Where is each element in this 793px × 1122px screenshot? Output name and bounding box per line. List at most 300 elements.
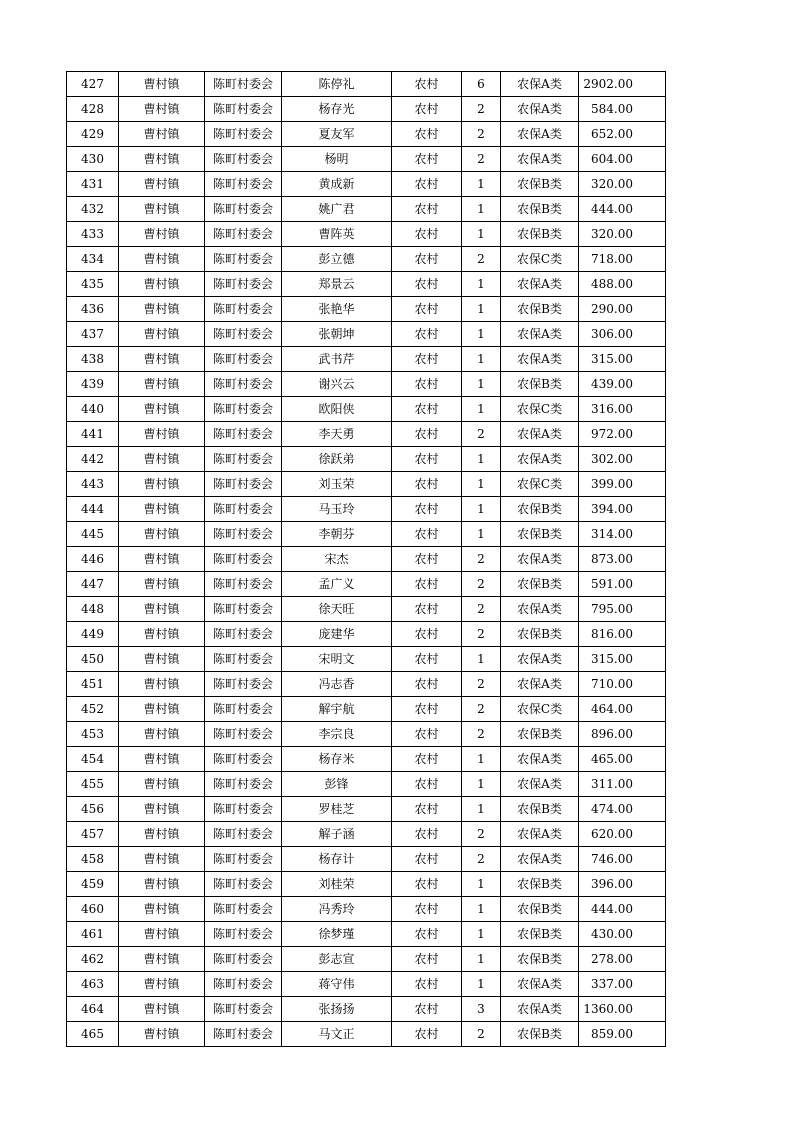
cell-member-count: 1 bbox=[462, 872, 501, 897]
cell-row-number: 458 bbox=[67, 847, 119, 872]
cell-amount: 652.00 bbox=[579, 122, 666, 147]
table-row bbox=[67, 997, 666, 1022]
cell-insurance-category: 农保B类 bbox=[501, 222, 579, 247]
cell-row-number: 439 bbox=[67, 372, 119, 397]
cell-town: 曹村镇 bbox=[119, 172, 205, 197]
cell-row-number: 438 bbox=[67, 347, 119, 372]
cell-amount: 439.00 bbox=[579, 372, 666, 397]
cell-town: 曹村镇 bbox=[119, 122, 205, 147]
table-row bbox=[67, 872, 666, 897]
cell-member-count: 2 bbox=[462, 822, 501, 847]
cell-amount: 316.00 bbox=[579, 397, 666, 422]
table-row bbox=[67, 597, 666, 622]
cell-village-committee: 陈町村委会 bbox=[205, 172, 282, 197]
cell-household-type: 农村 bbox=[392, 947, 462, 972]
cell-village-committee: 陈町村委会 bbox=[205, 772, 282, 797]
cell-row-number: 464 bbox=[67, 997, 119, 1022]
cell-household-type: 农村 bbox=[392, 522, 462, 547]
cell-insurance-category: 农保B类 bbox=[501, 197, 579, 222]
cell-insurance-category: 农保B类 bbox=[501, 722, 579, 747]
cell-amount: 746.00 bbox=[579, 847, 666, 872]
cell-member-count: 1 bbox=[462, 447, 501, 472]
cell-town: 曹村镇 bbox=[119, 722, 205, 747]
cell-person-name: 马玉玲 bbox=[282, 497, 392, 522]
cell-row-number: 463 bbox=[67, 972, 119, 997]
cell-village-committee: 陈町村委会 bbox=[205, 497, 282, 522]
cell-insurance-category: 农保A类 bbox=[501, 72, 579, 97]
cell-member-count: 3 bbox=[462, 997, 501, 1022]
table-row bbox=[67, 647, 666, 672]
cell-insurance-category: 农保A类 bbox=[501, 972, 579, 997]
cell-person-name: 宋杰 bbox=[282, 547, 392, 572]
cell-amount: 399.00 bbox=[579, 472, 666, 497]
table-row bbox=[67, 1022, 666, 1047]
table-row bbox=[67, 147, 666, 172]
cell-village-committee: 陈町村委会 bbox=[205, 1022, 282, 1047]
cell-town: 曹村镇 bbox=[119, 522, 205, 547]
cell-member-count: 1 bbox=[462, 172, 501, 197]
cell-insurance-category: 农保B类 bbox=[501, 1022, 579, 1047]
cell-town: 曹村镇 bbox=[119, 272, 205, 297]
cell-village-committee: 陈町村委会 bbox=[205, 822, 282, 847]
table-row bbox=[67, 472, 666, 497]
cell-amount: 710.00 bbox=[579, 672, 666, 697]
cell-household-type: 农村 bbox=[392, 697, 462, 722]
cell-person-name: 彭立德 bbox=[282, 247, 392, 272]
cell-village-committee: 陈町村委会 bbox=[205, 572, 282, 597]
cell-member-count: 1 bbox=[462, 397, 501, 422]
cell-village-committee: 陈町村委会 bbox=[205, 872, 282, 897]
cell-town: 曹村镇 bbox=[119, 972, 205, 997]
cell-person-name: 夏友军 bbox=[282, 122, 392, 147]
cell-member-count: 1 bbox=[462, 922, 501, 947]
cell-household-type: 农村 bbox=[392, 1022, 462, 1047]
cell-amount: 290.00 bbox=[579, 297, 666, 322]
cell-village-committee: 陈町村委会 bbox=[205, 622, 282, 647]
cell-row-number: 440 bbox=[67, 397, 119, 422]
cell-row-number: 457 bbox=[67, 822, 119, 847]
cell-amount: 896.00 bbox=[579, 722, 666, 747]
table-row bbox=[67, 797, 666, 822]
cell-member-count: 1 bbox=[462, 272, 501, 297]
table-row bbox=[67, 72, 666, 97]
table-row bbox=[67, 722, 666, 747]
table-row bbox=[67, 272, 666, 297]
cell-person-name: 张朝坤 bbox=[282, 322, 392, 347]
cell-insurance-category: 农保B类 bbox=[501, 622, 579, 647]
cell-person-name: 李宗良 bbox=[282, 722, 392, 747]
cell-member-count: 2 bbox=[462, 622, 501, 647]
cell-town: 曹村镇 bbox=[119, 847, 205, 872]
cell-amount: 972.00 bbox=[579, 422, 666, 447]
cell-household-type: 农村 bbox=[392, 997, 462, 1022]
cell-amount: 320.00 bbox=[579, 172, 666, 197]
cell-village-committee: 陈町村委会 bbox=[205, 597, 282, 622]
cell-town: 曹村镇 bbox=[119, 397, 205, 422]
cell-household-type: 农村 bbox=[392, 647, 462, 672]
table-row bbox=[67, 247, 666, 272]
cell-member-count: 1 bbox=[462, 947, 501, 972]
cell-amount: 620.00 bbox=[579, 822, 666, 847]
cell-row-number: 434 bbox=[67, 247, 119, 272]
cell-household-type: 农村 bbox=[392, 372, 462, 397]
cell-insurance-category: 农保B类 bbox=[501, 297, 579, 322]
table-row bbox=[67, 447, 666, 472]
cell-household-type: 农村 bbox=[392, 547, 462, 572]
cell-insurance-category: 农保C类 bbox=[501, 697, 579, 722]
cell-row-number: 451 bbox=[67, 672, 119, 697]
cell-village-committee: 陈町村委会 bbox=[205, 847, 282, 872]
cell-insurance-category: 农保A类 bbox=[501, 847, 579, 872]
cell-row-number: 452 bbox=[67, 697, 119, 722]
cell-member-count: 1 bbox=[462, 372, 501, 397]
cell-insurance-category: 农保C类 bbox=[501, 397, 579, 422]
cell-amount: 311.00 bbox=[579, 772, 666, 797]
cell-insurance-category: 农保B类 bbox=[501, 572, 579, 597]
table-row bbox=[67, 922, 666, 947]
cell-person-name: 刘桂荣 bbox=[282, 872, 392, 897]
cell-insurance-category: 农保A类 bbox=[501, 422, 579, 447]
cell-row-number: 447 bbox=[67, 572, 119, 597]
table-row bbox=[67, 322, 666, 347]
cell-insurance-category: 农保A类 bbox=[501, 672, 579, 697]
cell-village-committee: 陈町村委会 bbox=[205, 647, 282, 672]
cell-village-committee: 陈町村委会 bbox=[205, 997, 282, 1022]
cell-member-count: 2 bbox=[462, 247, 501, 272]
cell-town: 曹村镇 bbox=[119, 922, 205, 947]
cell-household-type: 农村 bbox=[392, 222, 462, 247]
cell-member-count: 2 bbox=[462, 122, 501, 147]
cell-village-committee: 陈町村委会 bbox=[205, 922, 282, 947]
cell-household-type: 农村 bbox=[392, 597, 462, 622]
cell-town: 曹村镇 bbox=[119, 1022, 205, 1047]
cell-village-committee: 陈町村委会 bbox=[205, 547, 282, 572]
cell-row-number: 445 bbox=[67, 522, 119, 547]
cell-member-count: 2 bbox=[462, 722, 501, 747]
cell-village-committee: 陈町村委会 bbox=[205, 697, 282, 722]
cell-person-name: 孟广义 bbox=[282, 572, 392, 597]
cell-amount: 1360.00 bbox=[579, 997, 666, 1022]
cell-amount: 314.00 bbox=[579, 522, 666, 547]
table-row bbox=[67, 297, 666, 322]
cell-household-type: 农村 bbox=[392, 622, 462, 647]
cell-town: 曹村镇 bbox=[119, 347, 205, 372]
cell-household-type: 农村 bbox=[392, 272, 462, 297]
cell-household-type: 农村 bbox=[392, 872, 462, 897]
cell-town: 曹村镇 bbox=[119, 72, 205, 97]
cell-insurance-category: 农保B类 bbox=[501, 372, 579, 397]
cell-amount: 873.00 bbox=[579, 547, 666, 572]
cell-insurance-category: 农保B类 bbox=[501, 172, 579, 197]
cell-village-committee: 陈町村委会 bbox=[205, 122, 282, 147]
cell-town: 曹村镇 bbox=[119, 697, 205, 722]
cell-amount: 444.00 bbox=[579, 197, 666, 222]
cell-town: 曹村镇 bbox=[119, 622, 205, 647]
cell-member-count: 1 bbox=[462, 297, 501, 322]
cell-person-name: 杨存光 bbox=[282, 97, 392, 122]
cell-row-number: 448 bbox=[67, 597, 119, 622]
cell-row-number: 450 bbox=[67, 647, 119, 672]
cell-household-type: 农村 bbox=[392, 922, 462, 947]
cell-person-name: 姚广君 bbox=[282, 197, 392, 222]
cell-amount: 315.00 bbox=[579, 647, 666, 672]
cell-row-number: 435 bbox=[67, 272, 119, 297]
cell-person-name: 杨存米 bbox=[282, 747, 392, 772]
cell-person-name: 曹阵英 bbox=[282, 222, 392, 247]
cell-town: 曹村镇 bbox=[119, 997, 205, 1022]
table-row bbox=[67, 372, 666, 397]
cell-person-name: 罗桂芝 bbox=[282, 797, 392, 822]
cell-town: 曹村镇 bbox=[119, 297, 205, 322]
cell-row-number: 437 bbox=[67, 322, 119, 347]
table-row bbox=[67, 972, 666, 997]
cell-amount: 320.00 bbox=[579, 222, 666, 247]
cell-member-count: 1 bbox=[462, 797, 501, 822]
cell-household-type: 农村 bbox=[392, 72, 462, 97]
table-row bbox=[67, 97, 666, 122]
cell-town: 曹村镇 bbox=[119, 822, 205, 847]
cell-person-name: 解子涵 bbox=[282, 822, 392, 847]
table-row bbox=[67, 697, 666, 722]
cell-member-count: 2 bbox=[462, 847, 501, 872]
cell-insurance-category: 农保A类 bbox=[501, 547, 579, 572]
cell-town: 曹村镇 bbox=[119, 647, 205, 672]
cell-insurance-category: 农保A类 bbox=[501, 997, 579, 1022]
cell-row-number: 436 bbox=[67, 297, 119, 322]
cell-household-type: 农村 bbox=[392, 722, 462, 747]
cell-insurance-category: 农保A类 bbox=[501, 822, 579, 847]
table-row bbox=[67, 822, 666, 847]
cell-village-committee: 陈町村委会 bbox=[205, 722, 282, 747]
cell-amount: 604.00 bbox=[579, 147, 666, 172]
cell-household-type: 农村 bbox=[392, 172, 462, 197]
cell-row-number: 454 bbox=[67, 747, 119, 772]
table-row bbox=[67, 847, 666, 872]
cell-insurance-category: 农保B类 bbox=[501, 922, 579, 947]
cell-member-count: 1 bbox=[462, 972, 501, 997]
cell-household-type: 农村 bbox=[392, 572, 462, 597]
cell-member-count: 1 bbox=[462, 347, 501, 372]
cell-insurance-category: 农保B类 bbox=[501, 872, 579, 897]
cell-village-committee: 陈町村委会 bbox=[205, 272, 282, 297]
cell-village-committee: 陈町村委会 bbox=[205, 372, 282, 397]
cell-amount: 474.00 bbox=[579, 797, 666, 822]
cell-amount: 591.00 bbox=[579, 572, 666, 597]
cell-amount: 430.00 bbox=[579, 922, 666, 947]
cell-household-type: 农村 bbox=[392, 247, 462, 272]
cell-person-name: 李朝芬 bbox=[282, 522, 392, 547]
cell-village-committee: 陈町村委会 bbox=[205, 947, 282, 972]
cell-household-type: 农村 bbox=[392, 322, 462, 347]
table-row bbox=[67, 347, 666, 372]
cell-household-type: 农村 bbox=[392, 397, 462, 422]
cell-insurance-category: 农保A类 bbox=[501, 447, 579, 472]
cell-insurance-category: 农保B类 bbox=[501, 797, 579, 822]
cell-household-type: 农村 bbox=[392, 97, 462, 122]
cell-town: 曹村镇 bbox=[119, 247, 205, 272]
cell-amount: 488.00 bbox=[579, 272, 666, 297]
cell-row-number: 430 bbox=[67, 147, 119, 172]
cell-row-number: 465 bbox=[67, 1022, 119, 1047]
table-row bbox=[67, 947, 666, 972]
cell-member-count: 2 bbox=[462, 697, 501, 722]
cell-row-number: 427 bbox=[67, 72, 119, 97]
cell-town: 曹村镇 bbox=[119, 547, 205, 572]
cell-member-count: 6 bbox=[462, 72, 501, 97]
cell-town: 曹村镇 bbox=[119, 597, 205, 622]
cell-person-name: 徐梦瑾 bbox=[282, 922, 392, 947]
cell-insurance-category: 农保B类 bbox=[501, 497, 579, 522]
cell-insurance-category: 农保A类 bbox=[501, 272, 579, 297]
cell-town: 曹村镇 bbox=[119, 872, 205, 897]
cell-member-count: 2 bbox=[462, 97, 501, 122]
cell-row-number: 444 bbox=[67, 497, 119, 522]
cell-person-name: 李天勇 bbox=[282, 422, 392, 447]
cell-member-count: 1 bbox=[462, 772, 501, 797]
cell-town: 曹村镇 bbox=[119, 472, 205, 497]
cell-person-name: 张扬扬 bbox=[282, 997, 392, 1022]
cell-amount: 859.00 bbox=[579, 1022, 666, 1047]
cell-person-name: 谢兴云 bbox=[282, 372, 392, 397]
cell-household-type: 农村 bbox=[392, 497, 462, 522]
cell-row-number: 441 bbox=[67, 422, 119, 447]
cell-member-count: 1 bbox=[462, 222, 501, 247]
cell-amount: 464.00 bbox=[579, 697, 666, 722]
cell-household-type: 农村 bbox=[392, 747, 462, 772]
cell-person-name: 张艳华 bbox=[282, 297, 392, 322]
cell-town: 曹村镇 bbox=[119, 797, 205, 822]
cell-person-name: 杨明 bbox=[282, 147, 392, 172]
cell-row-number: 453 bbox=[67, 722, 119, 747]
cell-town: 曹村镇 bbox=[119, 947, 205, 972]
cell-row-number: 432 bbox=[67, 197, 119, 222]
cell-amount: 315.00 bbox=[579, 347, 666, 372]
cell-household-type: 农村 bbox=[392, 297, 462, 322]
cell-town: 曹村镇 bbox=[119, 497, 205, 522]
cell-insurance-category: 农保B类 bbox=[501, 947, 579, 972]
cell-person-name: 徐天旺 bbox=[282, 597, 392, 622]
cell-household-type: 农村 bbox=[392, 672, 462, 697]
cell-town: 曹村镇 bbox=[119, 372, 205, 397]
cell-insurance-category: 农保A类 bbox=[501, 772, 579, 797]
cell-insurance-category: 农保A类 bbox=[501, 322, 579, 347]
cell-household-type: 农村 bbox=[392, 972, 462, 997]
cell-village-committee: 陈町村委会 bbox=[205, 672, 282, 697]
cell-person-name: 宋明文 bbox=[282, 647, 392, 672]
cell-amount: 396.00 bbox=[579, 872, 666, 897]
cell-village-committee: 陈町村委会 bbox=[205, 322, 282, 347]
cell-row-number: 456 bbox=[67, 797, 119, 822]
cell-town: 曹村镇 bbox=[119, 222, 205, 247]
cell-row-number: 433 bbox=[67, 222, 119, 247]
cell-insurance-category: 农保B类 bbox=[501, 897, 579, 922]
table-row bbox=[67, 497, 666, 522]
cell-household-type: 农村 bbox=[392, 147, 462, 172]
cell-person-name: 黄成新 bbox=[282, 172, 392, 197]
cell-household-type: 农村 bbox=[392, 772, 462, 797]
cell-town: 曹村镇 bbox=[119, 897, 205, 922]
cell-household-type: 农村 bbox=[392, 422, 462, 447]
cell-village-committee: 陈町村委会 bbox=[205, 97, 282, 122]
cell-person-name: 冯志香 bbox=[282, 672, 392, 697]
cell-person-name: 马文正 bbox=[282, 1022, 392, 1047]
table-row bbox=[67, 172, 666, 197]
cell-person-name: 陈停礼 bbox=[282, 72, 392, 97]
table-row bbox=[67, 672, 666, 697]
cell-member-count: 1 bbox=[462, 522, 501, 547]
cell-insurance-category: 农保A类 bbox=[501, 647, 579, 672]
cell-village-committee: 陈町村委会 bbox=[205, 197, 282, 222]
cell-village-committee: 陈町村委会 bbox=[205, 422, 282, 447]
cell-village-committee: 陈町村委会 bbox=[205, 222, 282, 247]
cell-insurance-category: 农保A类 bbox=[501, 747, 579, 772]
cell-insurance-category: 农保A类 bbox=[501, 97, 579, 122]
cell-member-count: 1 bbox=[462, 897, 501, 922]
cell-town: 曹村镇 bbox=[119, 197, 205, 222]
cell-village-committee: 陈町村委会 bbox=[205, 297, 282, 322]
cell-person-name: 蒋守伟 bbox=[282, 972, 392, 997]
cell-amount: 278.00 bbox=[579, 947, 666, 972]
cell-member-count: 2 bbox=[462, 597, 501, 622]
cell-member-count: 1 bbox=[462, 747, 501, 772]
cell-insurance-category: 农保A类 bbox=[501, 122, 579, 147]
cell-amount: 444.00 bbox=[579, 897, 666, 922]
cell-amount: 306.00 bbox=[579, 322, 666, 347]
cell-amount: 816.00 bbox=[579, 622, 666, 647]
cell-village-committee: 陈町村委会 bbox=[205, 897, 282, 922]
cell-insurance-category: 农保C类 bbox=[501, 247, 579, 272]
cell-amount: 337.00 bbox=[579, 972, 666, 997]
cell-insurance-category: 农保A类 bbox=[501, 597, 579, 622]
cell-village-committee: 陈町村委会 bbox=[205, 522, 282, 547]
cell-village-committee: 陈町村委会 bbox=[205, 247, 282, 272]
cell-row-number: 442 bbox=[67, 447, 119, 472]
cell-household-type: 农村 bbox=[392, 897, 462, 922]
cell-row-number: 462 bbox=[67, 947, 119, 972]
cell-insurance-category: 农保A类 bbox=[501, 147, 579, 172]
cell-town: 曹村镇 bbox=[119, 147, 205, 172]
cell-town: 曹村镇 bbox=[119, 322, 205, 347]
roster-table bbox=[66, 71, 666, 1047]
cell-member-count: 1 bbox=[462, 647, 501, 672]
cell-insurance-category: 农保B类 bbox=[501, 522, 579, 547]
table-row bbox=[67, 397, 666, 422]
cell-town: 曹村镇 bbox=[119, 97, 205, 122]
cell-member-count: 2 bbox=[462, 572, 501, 597]
cell-amount: 795.00 bbox=[579, 597, 666, 622]
cell-person-name: 郑景云 bbox=[282, 272, 392, 297]
cell-person-name: 武书芹 bbox=[282, 347, 392, 372]
cell-member-count: 1 bbox=[462, 322, 501, 347]
cell-person-name: 刘玉荣 bbox=[282, 472, 392, 497]
cell-row-number: 460 bbox=[67, 897, 119, 922]
cell-member-count: 2 bbox=[462, 672, 501, 697]
cell-amount: 394.00 bbox=[579, 497, 666, 522]
cell-row-number: 455 bbox=[67, 772, 119, 797]
cell-row-number: 449 bbox=[67, 622, 119, 647]
cell-village-committee: 陈町村委会 bbox=[205, 797, 282, 822]
table-row bbox=[67, 122, 666, 147]
cell-amount: 2902.00 bbox=[579, 72, 666, 97]
cell-village-committee: 陈町村委会 bbox=[205, 347, 282, 372]
cell-row-number: 459 bbox=[67, 872, 119, 897]
table-row bbox=[67, 747, 666, 772]
table-row bbox=[67, 522, 666, 547]
cell-household-type: 农村 bbox=[392, 347, 462, 372]
cell-person-name: 解宇航 bbox=[282, 697, 392, 722]
cell-household-type: 农村 bbox=[392, 122, 462, 147]
cell-person-name: 彭锋 bbox=[282, 772, 392, 797]
